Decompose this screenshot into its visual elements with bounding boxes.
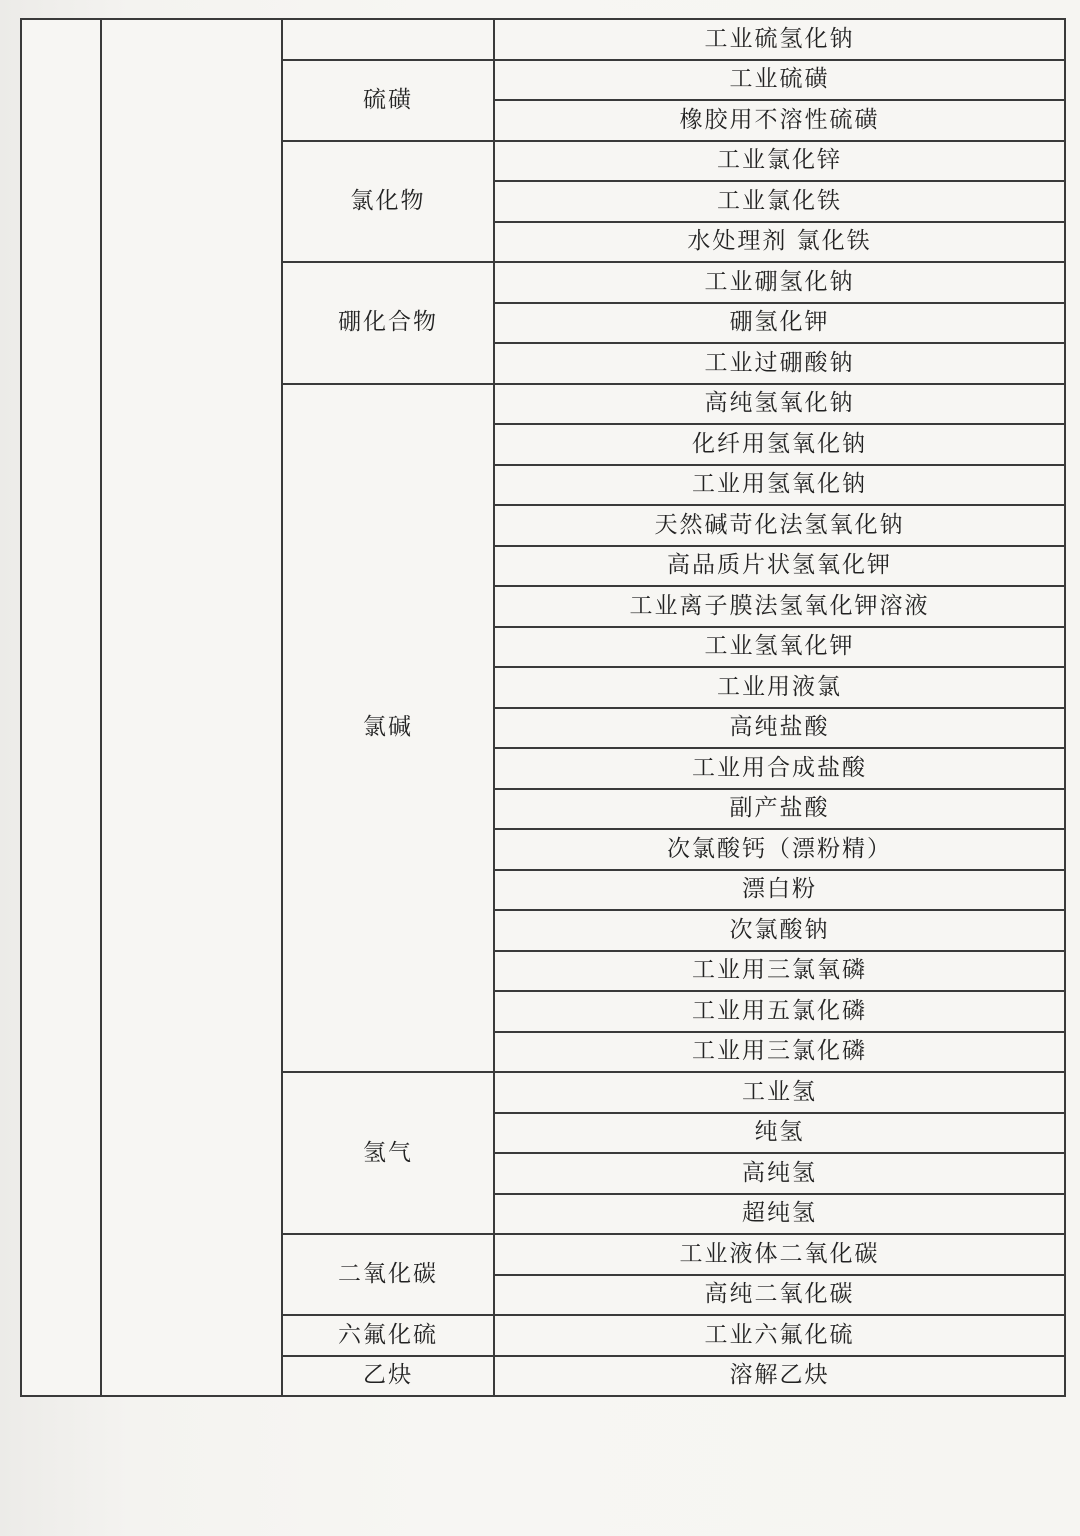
product-cell: 水处理剂 氯化铁: [494, 222, 1065, 263]
product-cell: 工业六氟化硫: [494, 1315, 1065, 1356]
product-cell: 工业氢氧化钾: [494, 627, 1065, 668]
product-cell: 高纯氢: [494, 1153, 1065, 1194]
product-cell: 副产盐酸: [494, 789, 1065, 830]
product-cell: 工业用三氯化磷: [494, 1032, 1065, 1073]
category-cell: 二氧化碳: [282, 1234, 494, 1315]
product-cell: 次氯酸钙（漂粉精）: [494, 829, 1065, 870]
product-cell: 高品质片状氢氧化钾: [494, 546, 1065, 587]
product-cell: 超纯氢: [494, 1194, 1065, 1235]
category-cell: 硼化合物: [282, 262, 494, 384]
product-cell: 高纯氢氧化钠: [494, 384, 1065, 425]
product-cell: 工业硫磺: [494, 60, 1065, 101]
product-cell: 高纯二氧化碳: [494, 1275, 1065, 1316]
table-row: [21, 19, 1065, 60]
product-cell: 天然碱苛化法氢氧化钠: [494, 505, 1065, 546]
category-cell: 硫磺: [282, 60, 494, 141]
product-cell: 工业用合成盐酸: [494, 748, 1065, 789]
category-cell: 六氟化硫: [282, 1315, 494, 1356]
product-cell: 工业硼氢化钠: [494, 262, 1065, 303]
product-cell: 工业氯化锌: [494, 141, 1065, 182]
product-cell: 工业氯化铁: [494, 181, 1065, 222]
product-cell: 工业过硼酸钠: [494, 343, 1065, 384]
product-cell: 纯氢: [494, 1113, 1065, 1154]
product-cell: 工业液体二氧化碳: [494, 1234, 1065, 1275]
product-cell: 工业离子膜法氢氧化钾溶液: [494, 586, 1065, 627]
outer-column-cell: [21, 19, 101, 1396]
category-cell: 乙炔: [282, 1356, 494, 1397]
category-cell: 氯碱: [282, 384, 494, 1073]
category-cell: 氢气: [282, 1072, 494, 1234]
product-cell: 次氯酸钠: [494, 910, 1065, 951]
product-cell: 工业氢: [494, 1072, 1065, 1113]
product-cell: 工业硫氢化钠: [494, 19, 1065, 60]
product-cell: 高纯盐酸: [494, 708, 1065, 749]
category-cell: [282, 19, 494, 60]
product-cell: 工业用三氯氧磷: [494, 951, 1065, 992]
product-cell: 工业用氢氧化钠: [494, 465, 1065, 506]
product-cell: 工业用液氯: [494, 667, 1065, 708]
product-cell: 工业用五氯化磷: [494, 991, 1065, 1032]
category-cell: 氯化物: [282, 141, 494, 263]
product-cell: 溶解乙炔: [494, 1356, 1065, 1397]
product-cell: 硼氢化钾: [494, 303, 1065, 344]
product-cell: 橡胶用不溶性硫磺: [494, 100, 1065, 141]
product-table: [20, 18, 1066, 1397]
table-body: [21, 19, 1065, 1396]
product-cell: 化纤用氢氧化钠: [494, 424, 1065, 465]
section-column-cell: [101, 19, 282, 1396]
product-cell: 漂白粉: [494, 870, 1065, 911]
